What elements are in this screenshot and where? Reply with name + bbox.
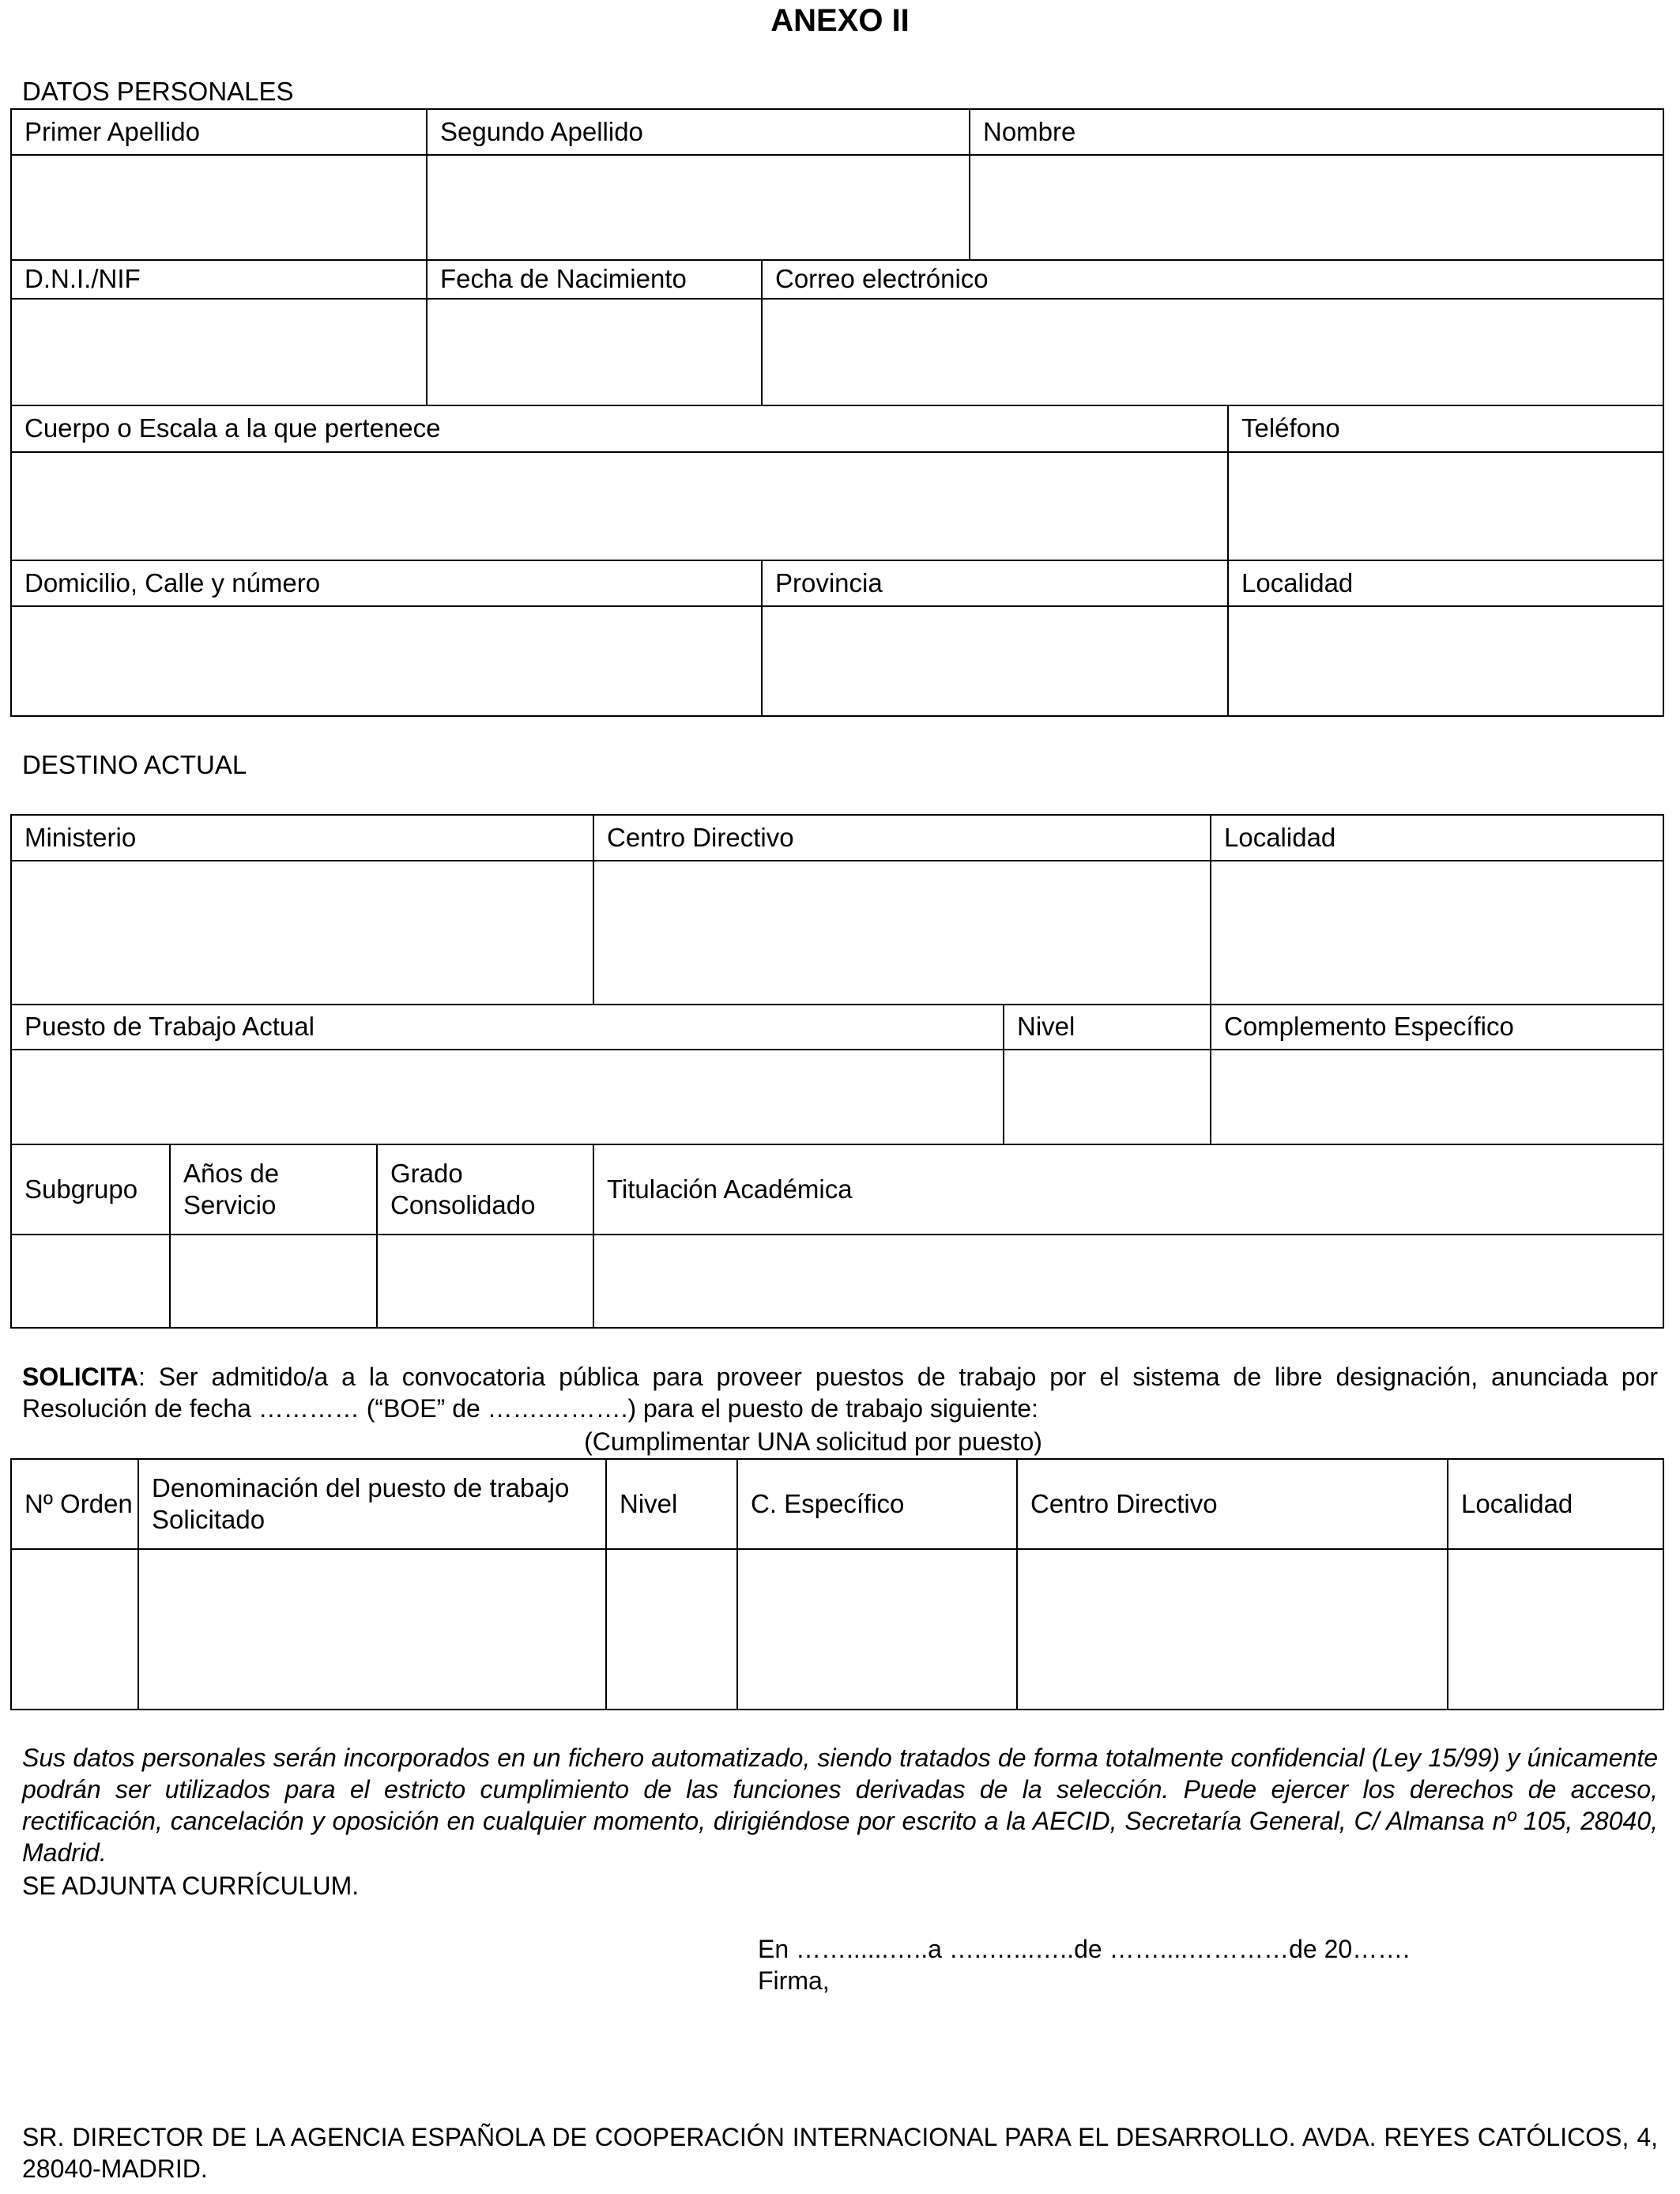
label-centro-directivo: Centro Directivo <box>593 815 1211 861</box>
fecha-line: En ……......…..a …..…...…..de ……....…………de 20……. <box>758 1935 1411 1963</box>
field-especifico[interactable] <box>737 1549 1017 1710</box>
field-segundo-apellido[interactable] <box>427 155 970 260</box>
col-nivel: Nivel <box>606 1459 737 1549</box>
field-fecha-nacimiento[interactable] <box>427 299 762 405</box>
label-localidad: Localidad <box>1228 560 1663 606</box>
label-anos-servicio: Años de Servicio <box>170 1144 377 1235</box>
field-dni[interactable] <box>11 299 427 405</box>
field-domicilio[interactable] <box>11 606 762 716</box>
label-cuerpo: Cuerpo o Escala a la que pertenece <box>11 405 1228 452</box>
label-complemento: Complemento Específico <box>1211 1004 1663 1050</box>
field-titulacion[interactable] <box>593 1235 1663 1328</box>
field-sol-localidad[interactable] <box>1448 1549 1663 1710</box>
field-cuerpo[interactable] <box>11 452 1228 560</box>
solicita-note: (Cumplimentar UNA solicitud por puesto) <box>584 1427 1042 1456</box>
datos-personales-table-4 <box>10 560 1664 717</box>
field-grado[interactable] <box>377 1235 593 1328</box>
field-telefono[interactable] <box>1228 452 1663 560</box>
datos-personales-table-3 <box>10 405 1664 561</box>
label-provincia: Provincia <box>762 560 1228 606</box>
field-puesto-actual[interactable] <box>11 1050 1004 1144</box>
field-destino-localidad[interactable] <box>1211 861 1663 1005</box>
col-localidad: Localidad <box>1448 1459 1663 1549</box>
label-telefono: Teléfono <box>1228 405 1663 452</box>
field-sol-nivel[interactable] <box>606 1549 737 1710</box>
section-datos-personales: DATOS PERSONALES <box>22 77 294 106</box>
adjunta-curriculum: SE ADJUNTA CURRÍCULUM. <box>22 1872 360 1900</box>
field-nombre[interactable] <box>970 155 1663 260</box>
label-correo: Correo electrónico <box>762 259 1663 299</box>
label-nombre: Nombre <box>970 109 1663 155</box>
label-primer-apellido: Primer Apellido <box>11 109 427 155</box>
label-subgrupo: Subgrupo <box>11 1144 170 1235</box>
label-titulacion: Titulación Académica <box>593 1144 1663 1235</box>
field-primer-apellido[interactable] <box>11 155 427 260</box>
field-provincia[interactable] <box>762 606 1228 716</box>
firma-label: Firma, <box>758 1966 830 1995</box>
label-dni: D.N.I./NIF <box>11 259 427 299</box>
label-ministerio: Ministerio <box>11 815 593 861</box>
label-grado: Grado Consolidado <box>377 1144 593 1235</box>
solicita-label: SOLICITA <box>22 1363 138 1391</box>
col-centro: Centro Directivo <box>1017 1459 1448 1549</box>
solicita-text: : Ser admitido/a a la convocatoria pública para proveer puestos de trabajo por el sistema de libre designación, anunciada por Resolución de fecha ………… (“BOE” de …….……….) para el puesto de trabajo siguiente: <box>22 1363 1658 1423</box>
label-fecha-nacimiento: Fecha de Nacimiento <box>427 259 762 299</box>
privacy-notice: Sus datos personales serán incorporados en un fichero automatizado, siendo tratados de forma totalmente confidencial (Ley 15/99) y únicamente podrán ser utilizados para el estricto cumplimiento de las funciones derivadas de la selección. Puede ejercer los derechos de acceso, rectificación, cancelación y oposición en cualquier momento, dirigiéndose por escrito a la AECID, Secretaría General, C/ Almansa nº 105, 28040, Madrid. <box>22 1744 1658 1867</box>
destino-table-2 <box>10 1004 1664 1145</box>
field-anos-servicio[interactable] <box>170 1235 377 1328</box>
label-destino-localidad: Localidad <box>1211 815 1663 861</box>
field-denominacion[interactable] <box>138 1549 606 1710</box>
field-correo[interactable] <box>762 299 1663 405</box>
field-orden[interactable] <box>11 1549 138 1710</box>
field-ministerio[interactable] <box>11 861 593 1005</box>
destino-table-3 <box>10 1144 1664 1329</box>
field-localidad[interactable] <box>1228 606 1663 716</box>
label-segundo-apellido: Segundo Apellido <box>427 109 970 155</box>
col-denominacion: Denominación del puesto de trabajo Solicitado <box>138 1459 606 1549</box>
datos-personales-table-1 <box>10 108 1664 261</box>
field-complemento[interactable] <box>1211 1050 1663 1144</box>
field-centro[interactable] <box>1017 1549 1448 1710</box>
datos-personales-table-2 <box>10 259 1664 406</box>
document-title: ANEXO II <box>770 3 910 38</box>
destinatario: SR. DIRECTOR DE LA AGENCIA ESPAÑOLA DE COOPERACIÓN INTERNACIONAL PARA EL DESARROLLO. AVDA. REYES CATÓLICOS, 4, 28040-MADRID. <box>22 2123 1658 2183</box>
label-domicilio: Domicilio, Calle y número <box>11 560 762 606</box>
destino-table-1 <box>10 814 1664 1005</box>
solicita-paragraph <box>22 1361 1658 1424</box>
field-nivel[interactable] <box>1004 1050 1211 1144</box>
col-orden: Nº Orden <box>11 1459 138 1549</box>
section-destino-actual: DESTINO ACTUAL <box>22 750 247 779</box>
col-especifico: C. Específico <box>737 1459 1017 1549</box>
label-nivel: Nivel <box>1004 1004 1211 1050</box>
field-subgrupo[interactable] <box>11 1235 170 1328</box>
label-puesto-actual: Puesto de Trabajo Actual <box>11 1004 1004 1050</box>
field-centro-directivo[interactable] <box>593 861 1211 1005</box>
solicitud-table <box>10 1458 1664 1710</box>
